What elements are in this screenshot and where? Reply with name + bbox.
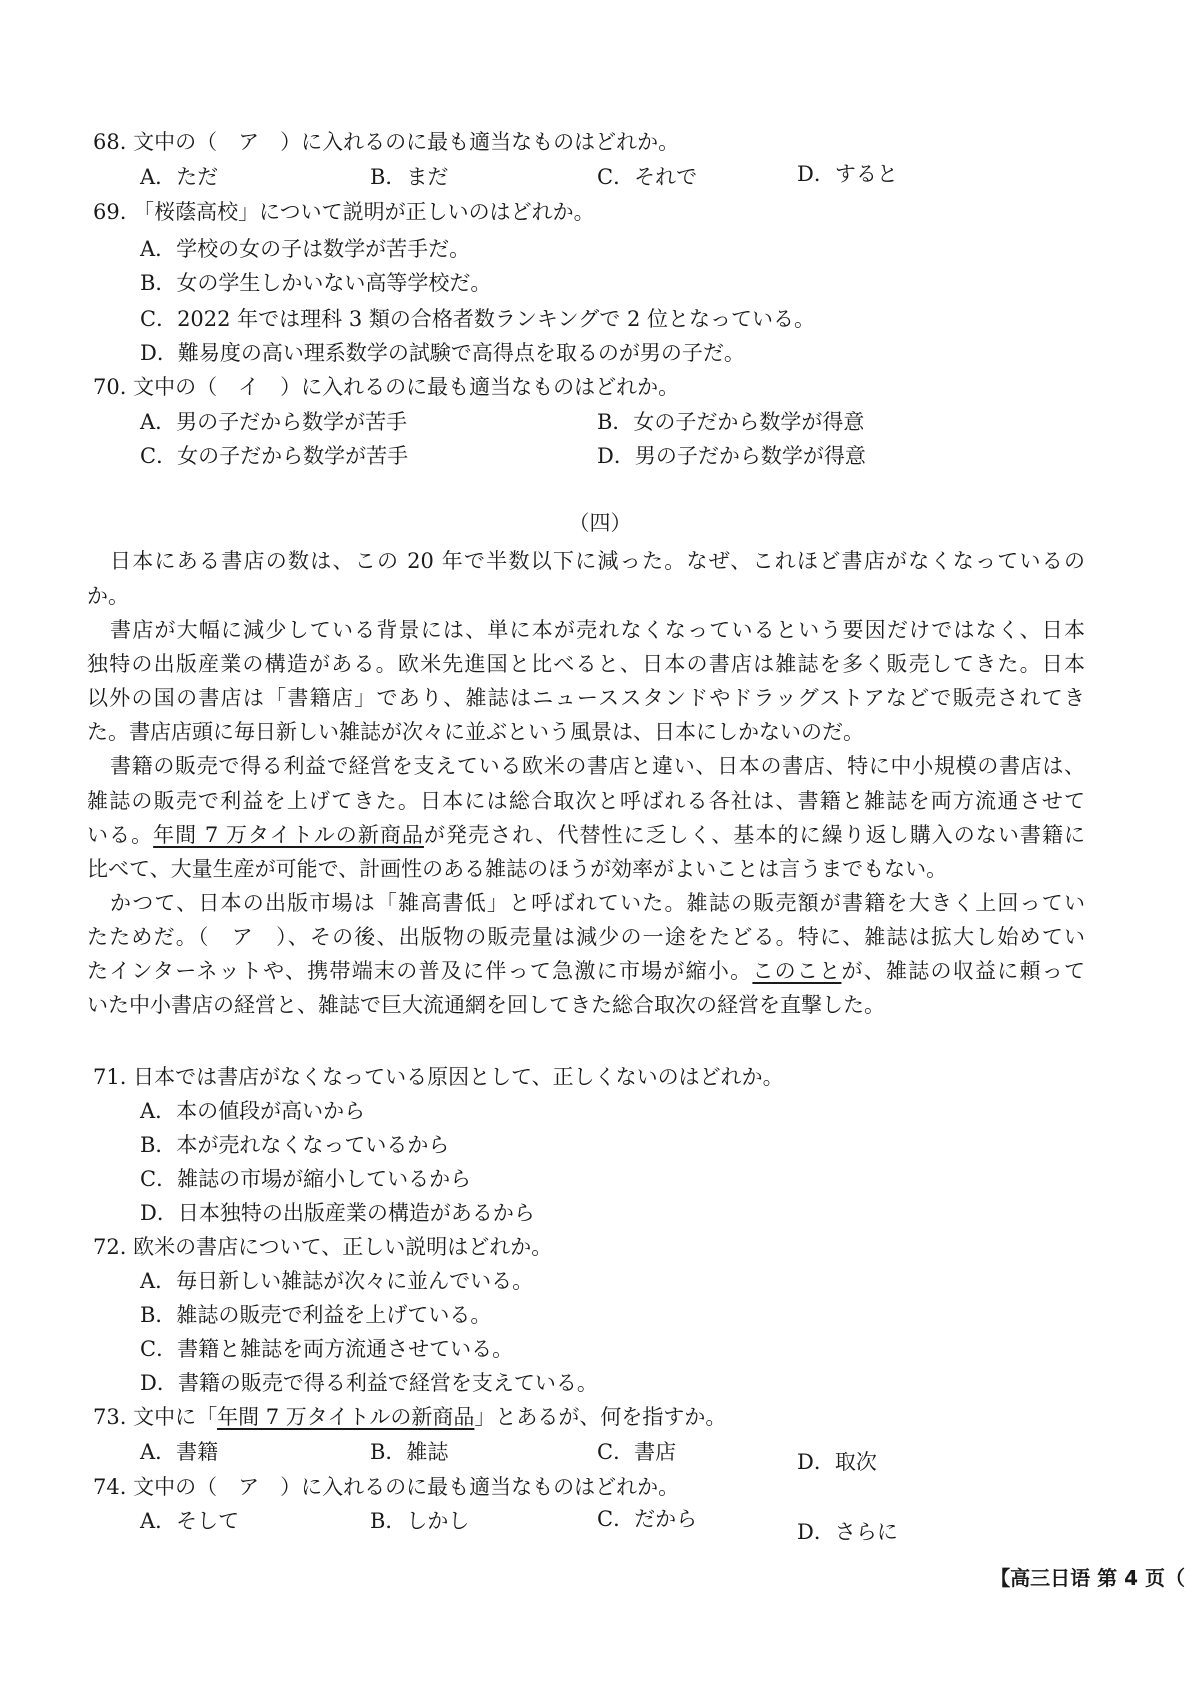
passage-line [87,821,1085,849]
q73-option-d: D．取次 [797,1450,877,1474]
stem-text: 73. 文中に「 [93,1405,218,1429]
q74-option-c: C．だから [597,1507,698,1531]
q69-option-d: D．難易度の高い理系数学の試験で高得点を取るのが男の子だ。 [140,341,745,365]
passage-line: 日本にある書店の数は、この 20 年で半数以下に減った。なぜ、これほど書店がなくなっているの [110,549,1085,573]
q73-option-c: C．書店 [597,1440,677,1464]
q68-option-b: B．まだ [370,165,449,189]
question-74-stem: 74. 文中の（ ア ）に入れるのに最も適当なものはどれか。 [93,1475,680,1499]
q74-option-b: B．しかし [370,1509,470,1533]
q70-option-c: C．女の子だから数学が苦手 [140,444,409,468]
q69-option-a: A．学校の女の子は数学が苦手だ。 [140,237,471,261]
q71-option-c: C．雑誌の市場が縮小しているから [140,1167,472,1191]
passage-line: たためだ。（ ア ）、その後、出版物の販売量は減少の一途をたどる。特に、雑誌は拡大し始めてい [87,925,1085,949]
q73-option-b: B．雑誌 [370,1440,449,1464]
q72-option-a: A．毎日新しい雑誌が次々に並んでいる。 [140,1269,534,1293]
underlined-phrase: 年間 7 万タイトルの新商品 [153,823,424,847]
passage-line: 独特の出版産業の構造がある。欧米先進国と比べると、日本の書店は雑誌を多く販売してきた。日本 [87,652,1085,676]
q68-option-a: A．ただ [140,165,219,189]
passage-line: 比べて、大量生産が可能で、計画性のある雑誌のほうが効率がよいことは言うまでもない。 [87,857,948,881]
question-68-stem: 68. 文中の（ ア ）に入れるのに最も適当なものはどれか。 [93,130,680,154]
passage-line: た。書店店頭に毎日新しい雑誌が次々に並ぶという風景は、日本にしかないのだ。 [87,720,864,744]
q70-option-b: B．女の子だから数学が得意 [597,410,865,434]
q72-option-d: D．書籍の販売で得る利益で経営を支えている。 [140,1371,598,1395]
q72-option-b: B．雑誌の販売で利益を上げている。 [140,1303,492,1327]
q69-option-c: C．2022 年では理科 3 類の合格者数ランキングで 2 位となっている。 [140,307,815,331]
q70-option-a: A．男の子だから数学が苦手 [140,410,408,434]
passage-line: いた中小書店の経営と、雑誌で巨大流通網を回してきた総合取次の経営を直撃した。 [87,993,885,1017]
passage-text: が発売され、代替性に乏しく、基本的に繰り返し購入のない書籍に [423,823,1085,847]
passage-text: いる。 [87,823,154,847]
question-69-stem: 69. 「桜蔭高校」について説明が正しいのはどれか。 [93,200,595,224]
question-71-stem: 71. 日本では書店がなくなっている原因として、正しくないのはどれか。 [93,1065,784,1089]
q74-option-d: D．さらに [797,1520,898,1544]
q71-option-b: B．本が売れなくなっているから [140,1133,450,1157]
q70-option-d: D．男の子だから数学が得意 [597,444,866,468]
underlined-phrase: 年間 7 万タイトルの新商品 [217,1405,475,1429]
q69-option-b: B．女の学生しかいない高等学校だ。 [140,271,492,295]
q68-option-c: C．それで [597,165,698,189]
passage-line: 雑誌の販売で利益を上げてきた。日本には総合取次と呼ばれる各社は、書籍と雑誌を両方流通させて [87,789,1085,813]
q68-option-d: D．すると [797,162,898,186]
passage-line [87,957,1085,985]
question-73-stem [93,1403,726,1431]
passage-text: たインターネットや、携帯端末の普及に伴って急激に市場が縮小。 [87,959,753,983]
passage-line: 以外の国の書店は「書籍店」であり、雑誌はニューススタンドやドラッグストアなどで販売されてき [87,686,1085,710]
question-72-stem: 72. 欧米の書店について、正しい説明はどれか。 [93,1235,553,1259]
question-70-stem: 70. 文中の（ イ ）に入れるのに最も適当なものはどれか。 [93,375,680,399]
underlined-phrase: このこと [752,959,842,983]
q72-option-c: C．書籍と雑誌を両方流通させている。 [140,1337,514,1361]
stem-text: 」とあるが、何を指すか。 [474,1405,727,1429]
passage-line: かつて、日本の出版市場は「雑高書低」と呼ばれていた。雑誌の販売額が書籍を大きく上回ってい [110,891,1085,915]
passage-line: 書店が大幅に減少している背景には、単に本が売れなくなっているという要因だけではなく、日本 [110,618,1085,642]
section-title: （四） [568,511,632,535]
passage-line: か。 [87,584,129,608]
passage-text: が、雑誌の収益に頼って [841,959,1086,983]
q74-option-a: A．そして [140,1509,240,1533]
passage-line: 書籍の販売で得る利益で経営を支えている欧米の書店と違い、日本の書店、特に中小規模の書店は、 [110,754,1085,778]
page-footer: 【高三日语 第 4 页（ [990,1566,1185,1590]
q71-option-d: D．日本独特の出版産業の構造があるから [140,1201,535,1225]
q73-option-a: A．書籍 [140,1440,219,1464]
q71-option-a: A．本の値段が高いから [140,1099,366,1123]
